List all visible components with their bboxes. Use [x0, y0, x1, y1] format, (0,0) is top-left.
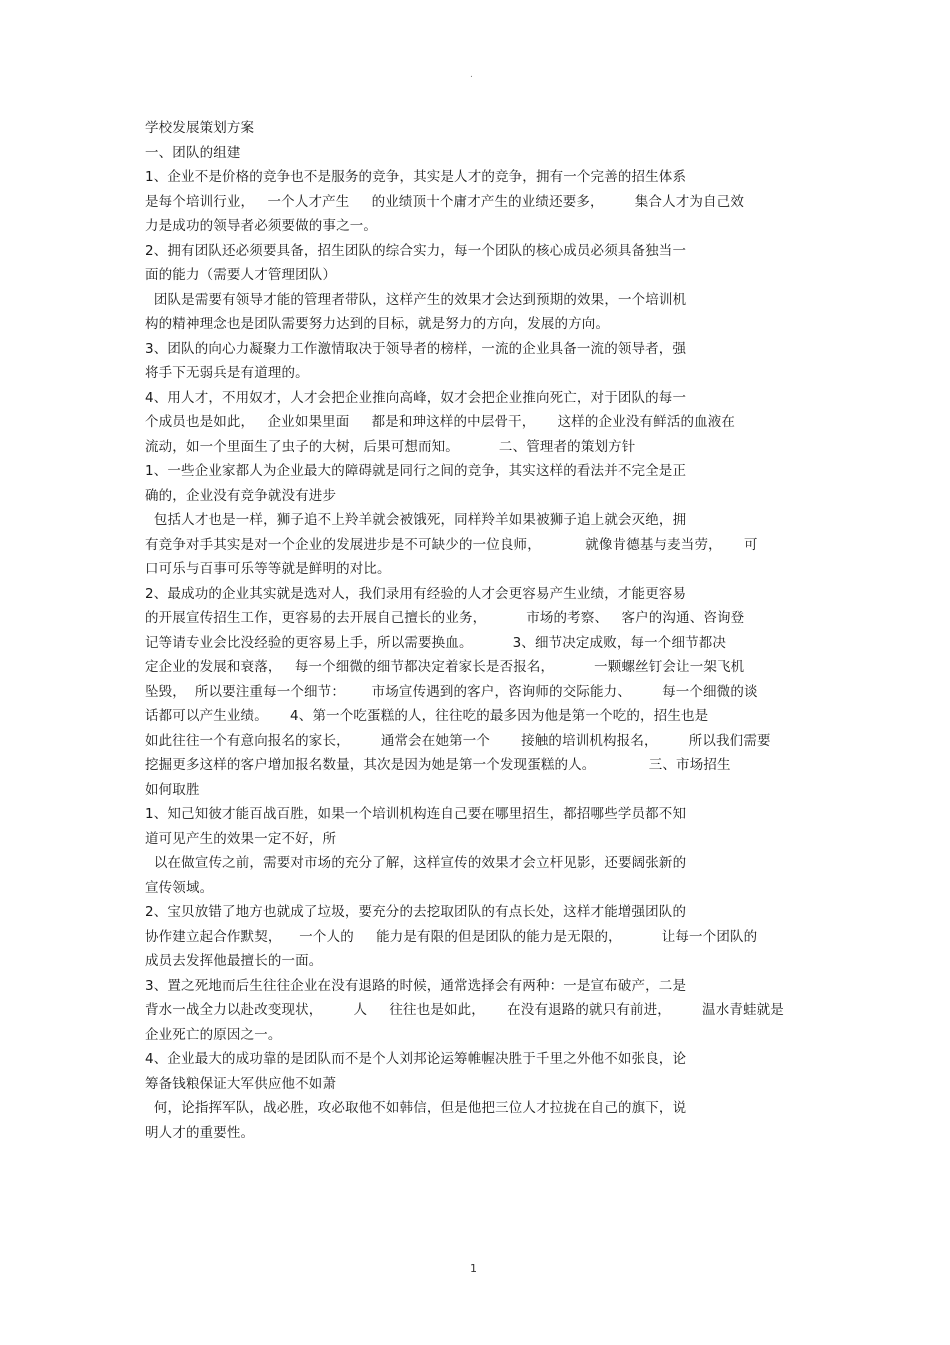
document-text — [145, 141, 805, 1146]
text-line: 话都可以产生业绩。 4、第一个吃蛋糕的人，往往吃的最多因为他是第一个吃的，招生也是 — [145, 708, 709, 724]
text-line: 如此往往一个有意向报名的家长， 通常会在她第一个 接触的培训机构报名， 所以我们需要 — [145, 732, 771, 749]
text-line: 如何取胜 — [145, 781, 200, 798]
text-line: 1、知己知彼才能百战百胜，如果一个培训机构连自己要在哪里招生，都招哪些学员都不知 — [145, 806, 687, 822]
text-line: 的开展宣传招生工作，更容易的去开展自己擅长的业务， 市场的考察、 客户的沟通、咨询登 — [145, 610, 745, 626]
text-line: 挖掘更多这样的客户增加报名数量，其次是因为她是第一个发现蛋糕的人。 三、市场招生 — [145, 757, 731, 773]
text-line: 2、最成功的企业其实就是选对人，我们录用有经验的人才会更容易产生业绩，才能更容易 — [145, 585, 687, 602]
text-line: 一、团队的组建 — [145, 144, 241, 161]
text-line: 宣传领域。 — [145, 879, 214, 896]
text-line: 1、一些企业家都人为企业最大的障碍就是同行之间的竞争，其实这样的看法并不完全是正 — [145, 463, 687, 479]
text-line: 将手下无弱兵是有道理的。 — [145, 365, 309, 381]
header-mark: . — [470, 70, 473, 80]
text-line: 2、拥有团队还必须要具备，招生团队的综合实力，每一个团队的核心成员必须具备独当一 — [145, 242, 687, 259]
text-line: 口可乐与百事可乐等等就是鲜明的对比。 — [145, 561, 391, 577]
page-number: 1 — [470, 1262, 477, 1275]
text-line: 面的能力（需要人才管理团队） — [145, 267, 337, 283]
text-line: 3、置之死地而后生往往企业在没有退路的时候，通常选择会有两种：一是宣布破产，二是 — [145, 977, 687, 994]
text-line: 构的精神理念也是团队需要努力达到的目标，就是努力的方向，发展的方向。 — [145, 316, 610, 332]
text-line: 记等请专业会比没经验的更容易上手，所以需要换血。 3、细节决定成败，每一个细节都决 — [145, 634, 727, 651]
text-line: 协作建立起合作默契， 一个人的 能力是有限的但是团队的能力是无限的， 让每一个团队的 — [145, 928, 758, 945]
text-line: 有竞争对手其实是对一个企业的发展进步是不可缺少的一位良师， 就像肯德基与麦当劳， 可 — [145, 536, 758, 553]
text-line: 个成员也是如此， 企业如果里面 都是和珅这样的中层骨干， 这样的企业没有鲜活的血液在 — [145, 414, 736, 430]
document-body — [145, 116, 805, 1145]
text-line: 明人才的重要性。 — [145, 1124, 255, 1141]
text-line: 确的，企业没有竞争就没有进步 — [145, 487, 337, 504]
text-line: 是每个培训行业， 一个人才产生 的业绩顶十个庸才产生的业绩还要多， 集合人才为自己效 — [145, 193, 744, 210]
text-line: 团队是需要有领导才能的管理者带队，这样产生的效果才会达到预期的效果，一个培训机 — [145, 291, 687, 308]
text-line: 背水一战全力以赴改变现状， 人 往往也是如此， 在没有退路的就只有前进， 温水青蛙就是 — [145, 1002, 784, 1018]
text-line: 定企业的发展和衰落， 每一个细微的细节都决定着家长是否报名， 一颗螺丝钉会让一架飞机 — [145, 659, 745, 675]
text-line: 包括人才也是一样，狮子追不上羚羊就会被饿死，同样羚羊如果被狮子追上就会灭绝，拥 — [145, 512, 687, 528]
text-line: 力是成功的领导者必须要做的事之一。 — [145, 218, 378, 234]
text-line: 企业死亡的原因之一。 — [145, 1026, 282, 1043]
text-line: 筹备钱粮保证大军供应他不如萧 — [145, 1075, 337, 1092]
text-line: 3、团队的向心力凝聚力工作激情取决于领导者的榜样，一流的企业具备一流的领导者，强 — [145, 340, 687, 357]
text-line: 流动，如一个里面生了虫子的大树，后果可想而知。 二、管理者的策划方针 — [145, 438, 636, 455]
text-line: 以在做宣传之前，需要对市场的充分了解，这样宣传的效果才会立杆见影，还要阔张新的 — [145, 855, 687, 871]
text-line: 2、宝贝放错了地方也就成了垃圾，要充分的去挖取团队的有点长处，这样才能增强团队的 — [145, 904, 687, 920]
text-line: 坠毁， 所以要注重每一个细节： 市场宣传遇到的客户，咨询师的交际能力、 每一个细微的谈 — [145, 683, 758, 700]
text-line: 4、用人才，不用奴才，人才会把企业推向高峰，奴才会把企业推向死亡，对于团队的每一 — [145, 389, 687, 406]
text-line: 成员去发挥他最擅长的一面。 — [145, 953, 323, 969]
text-line: 何，论指挥军队，战必胜，攻必取他不如韩信，但是他把三位人才拉拢在自己的旗下，说 — [145, 1100, 687, 1116]
text-line: 4、企业最大的成功靠的是团队而不是个人刘邦论运筹帷幄决胜于千里之外他不如张良，论 — [145, 1051, 687, 1067]
text-line: 道可见产生的效果一定不好，所 — [145, 830, 337, 847]
text-line: 1、企业不是价格的竞争也不是服务的竞争，其实是人才的竞争，拥有一个完善的招生体系 — [145, 169, 687, 185]
document-title: 学校发展策划方案 — [145, 120, 255, 136]
